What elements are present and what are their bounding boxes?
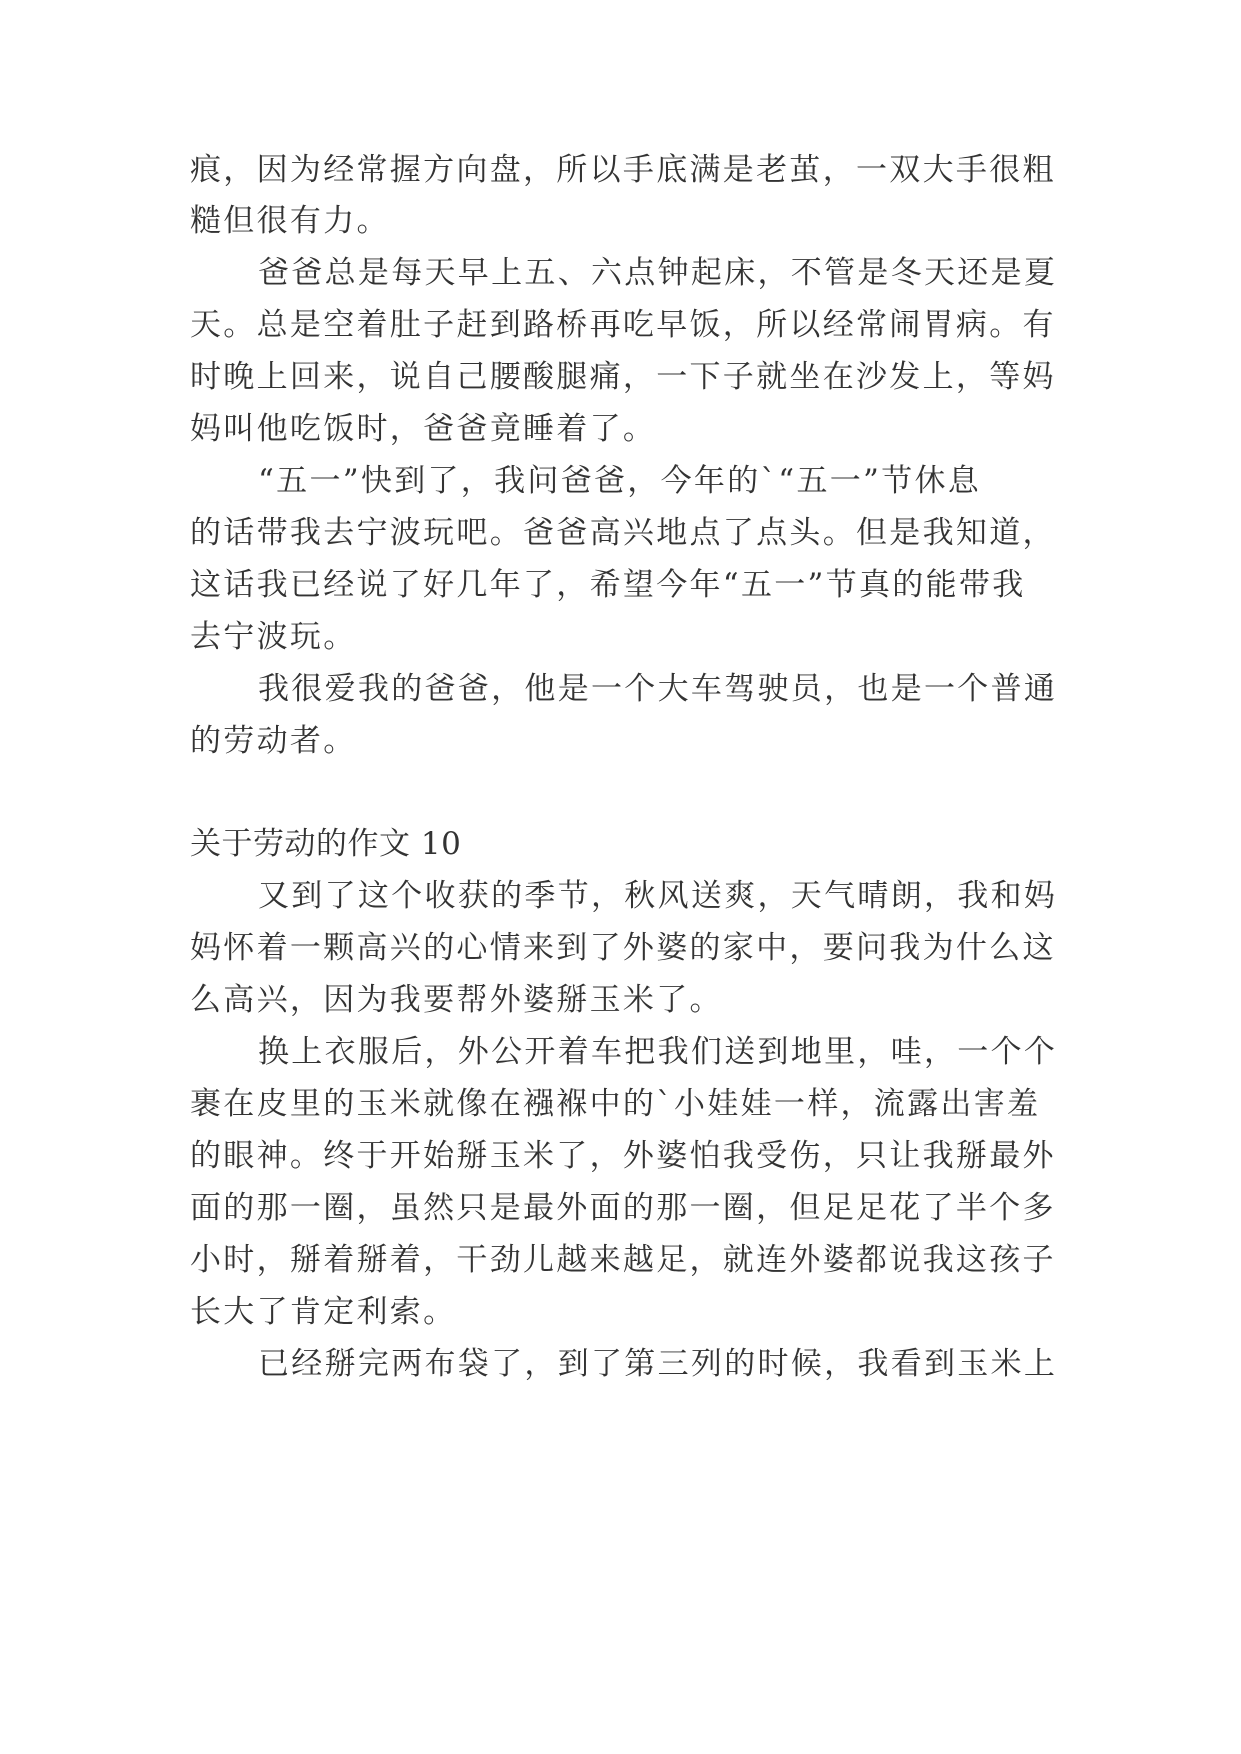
paragraph-line: 长大了肯定利索。 <box>190 1294 457 1330</box>
paragraph-line: 天。总是空着肚子赶到路桥再吃早饭，所以经常闹胃病。有 <box>190 307 1056 343</box>
paragraph-line: 已经掰完两布袋了，到了第三列的时候，我看到玉米上 <box>258 1346 1058 1382</box>
paragraph-line: 时晚上回来，说自己腰酸腿痛，一下子就坐在沙发上，等妈 <box>190 359 1056 395</box>
section-heading: 关于劳动的作文 10 <box>190 826 462 862</box>
paragraph-line: 小时，掰着掰着，干劲儿越来越足，就连外婆都说我这孩子 <box>190 1242 1056 1278</box>
paragraph-line: 换上衣服后，外公开着车把我们送到地里，哇，一个个 <box>258 1034 1058 1070</box>
paragraph-line: 的话带我去宁波玩吧。爸爸高兴地点了点头。但是我知道， <box>190 515 1056 551</box>
paragraph-line: 去宁波玩。 <box>190 619 357 655</box>
paragraph-line: 又到了这个收获的季节，秋风送爽，天气晴朗，我和妈 <box>258 878 1058 914</box>
paragraph-line: 这话我已经说了好几年了，希望今年“五一”节真的能带我 <box>190 567 1026 603</box>
paragraph-line: 么高兴，因为我要帮外婆掰玉米了。 <box>190 982 723 1018</box>
paragraph-line: 的眼神。终于开始掰玉米了，外婆怕我受伤，只让我掰最外 <box>190 1138 1056 1174</box>
paragraph-line: 裹在皮里的玉米就像在襁褓中的`小娃娃一样，流露出害羞 <box>190 1086 1041 1122</box>
paragraph-line: “五一”快到了，我问爸爸，今年的`“五一”节休息 <box>258 463 982 499</box>
paragraph-line: 妈怀着一颗高兴的心情来到了外婆的家中，要问我为什么这 <box>190 930 1056 966</box>
paragraph-line: 爸爸总是每天早上五、六点钟起床，不管是冬天还是夏 <box>258 255 1058 291</box>
paragraph-line: 面的那一圈，虽然只是最外面的那一圈，但足足花了半个多 <box>190 1190 1056 1226</box>
paragraph-line: 糙但很有力。 <box>190 203 390 239</box>
paragraph-line: 我很爱我的爸爸，他是一个大车驾驶员，也是一个普通 <box>258 671 1058 707</box>
paragraph-line: 的劳动者。 <box>190 723 357 759</box>
paragraph-line: 妈叫他吃饭时，爸爸竟睡着了。 <box>190 411 657 447</box>
paragraph-line: 痕，因为经常握方向盘，所以手底满是老茧，一双大手很粗 <box>190 152 1056 188</box>
